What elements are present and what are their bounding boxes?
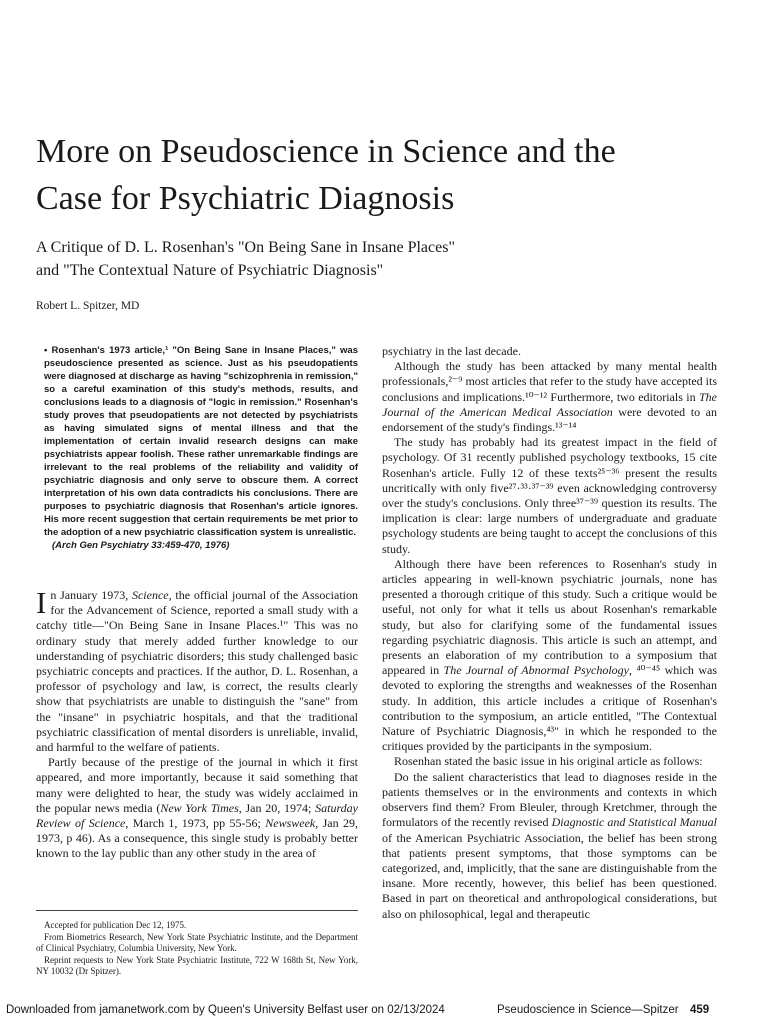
text-run: Although there have been references to Rosenhan's study in articles appearing in well-known psychiatric journals, none has presented a thorough critique of this study. Such a critique would be useful, not only for what it tells us about Rosenhan's remarkable study, but also for clarifying some of the fundamental issues regarding psychiatric diagnosis. This article is such an attempt, and presents an elaboration of my contribution to a symposium that appeared in: [382, 556, 717, 678]
article-title: [36, 128, 736, 222]
body-paragraph-5: [382, 557, 717, 755]
body-paragraph-continued: psychiatry in the last decade.: [382, 344, 521, 358]
journal-name-science: Science: [131, 588, 169, 602]
text-run: , ⁴⁰⁻⁴⁵ which was devoted to exploring the strengths and weaknesses of the Rosenhan study. In addition, this article includes a critique of Rosenhan's contribution to the symposium, an article entitled, "The Contextual Nature of Psychiatric Diagnosis,⁴³" in which he responded to the critiques provided by the participants in the symposium.: [382, 663, 718, 754]
page-number: 459: [690, 1004, 710, 1016]
text-run: of the American Psychiatric Association, the belief has been strong that patients present symptoms, that those symptoms can be categorized, and, implicitly, that the sane are distinguishable from the insane. More recently, however, this belief has been questioned. Based in part on theoretical and anthropological considerations, but also on philosophical, legal and therapeutic: [382, 830, 717, 921]
footnote-reprint: Reprint requests to New York State Psychiatric Institute, 722 W 168th St, New York, NY 10032 (Dr Spitzer).: [36, 954, 358, 976]
body-paragraph-2: [36, 755, 358, 861]
text-run: were devoted to an endorsement of the study's findings.¹³⁻¹⁴: [382, 404, 717, 435]
block-quote: [382, 770, 717, 922]
body-paragraph-1: [36, 585, 359, 755]
text-run: , March 1, 1973, pp 55-56;: [125, 816, 266, 831]
body-paragraph-4: The study has probably had its greatest impact in the field of psychology. Of 31 recently published psychology textbooks, 15 cite Rosenhan's article. Fully 12 of these texts²⁵⁻³⁶ present the results uncritically with only five²⁷·³³·³⁷⁻³⁹ even acknowledging controversy over the study's conclusions. Only three³⁷⁻³⁹ question its results. The implication is clear: large numbers of undergraduate and graduate psychology students are being taught to accept the conclusions of this study.: [382, 435, 717, 556]
publication-name-newsweek: Newsweek: [265, 816, 316, 831]
text-run: Partly because of the prestige of the journal in which it first appeared, and more importantly, because it said something that many were delighted to hear, the study was widely acclaimed in the popular news media (: [36, 755, 358, 815]
title-line-1: More on Pseudoscience in Science and the: [36, 133, 616, 170]
drop-cap: I: [36, 585, 47, 620]
download-notice: Downloaded from jamanetwork.com by Queen's University Belfast user on 02/13/2024: [6, 1004, 445, 1016]
text-run: , Jan 20, 1974;: [238, 800, 316, 815]
publication-name-saturday-review: Saturday Review of Science: [36, 800, 358, 831]
right-column: [382, 344, 717, 922]
text-run: Although the study has been attacked by many mental health professionals,²⁻⁹ most articles that refer to the study have accepted its conclusions and implications.¹⁰⁻¹² Furthermore, two editorials in: [382, 359, 718, 404]
footnote-affiliation: From Biometrics Research, New York State Psychiatric Institute, and the Department of Clinical Psychiatry, Columbia University, New York.: [36, 931, 358, 953]
left-body-text: [36, 585, 359, 862]
text-run: Do the salient characteristics that lead to diagnoses reside in the patients themselves or in the environments and contexts in which observers find them? From Bleuler, through Kretchmer, through the formulators of the recently revised: [382, 769, 717, 830]
title-line-2: Case for Psychiatric Diagnosis: [36, 180, 455, 217]
journal-name-jama: The Journal of the American Medical Association: [382, 389, 717, 419]
footnote-accepted: Accepted for publication Dec 12, 1975.: [44, 920, 187, 930]
footnotes: [36, 910, 358, 978]
running-head: Pseudoscience in Science—Spitzer: [497, 1004, 679, 1016]
manual-name-dsm: Diagnostic and Statistical Manual: [551, 815, 718, 830]
journal-name-abnormal-psychology: The Journal of Abnormal Psychology: [443, 663, 630, 678]
text-run: , Jan 29, 1973, p 46). As a consequence, this single study is probably better known to the lay public than any other study in the area of: [36, 816, 359, 861]
page-footer: [0, 1000, 768, 1022]
left-column: [36, 344, 358, 862]
author-byline: Robert L. Spitzer, MD: [36, 300, 140, 312]
subtitle-line-2: and "The Contextual Nature of Psychiatric Diagnosis": [36, 262, 384, 279]
abstract: • Rosenhan's 1973 article,¹ "On Being Sane in Insane Places," was pseudoscience presented as science. Just as his pseudopatients were diagnosed at discharge as having "schizophrenia in remission," so a careful examination of this study's methods, results, and conclusions leads to a diagnosis of "logic in remission." Rosenhan's study proves that pseudopatients are not detected by psychiatrists as having simulated signs of mental illness and that the implementation of certain invalid research designs can make psychiatrists appear foolish. These rather unremarkable findings are irrelevant to the real problems of the reliability and validity of psychiatric diagnosis and only serve to obscure them. A correct interpretation of his own data contradicts his conclusions. There are purposes to psychiatric diagnosis that Rosenhan's article ignores. His more recent suggestion that certain requirements be met prior to the adoption of a new psychiatric classification system is unrealistic.: [44, 345, 358, 538]
body-paragraph-6: Rosenhan stated the basic issue in his original article as follows:: [394, 754, 703, 769]
text-run: , the official journal of the Association for the Advancement of Science, reported a small study with a catchy title—"On Being Sane in Insane Places.¹" This was no ordinary study that merely added further knowledge to our understanding of psychiatric disorders; this study challenged basic psychiatric concepts and practices. If the author, D. L. Rosenhan, a professor of psychology and law, is correct, the results clearly show that psychiatrists are unable to distinguish the "sane" from the "insane" in psychiatric hospitals, and that the traditional psychiatric classification of mental disorders is unreliable, invalid, and harmful to the welfare of patients.: [36, 588, 359, 755]
text-run: n January 1973,: [50, 588, 132, 602]
publication-name-nyt: New York Times: [160, 800, 239, 815]
article-subtitle: [36, 236, 716, 282]
subtitle-line-1: A Critique of D. L. Rosenhan's "On Being Sane in Insane Places": [36, 239, 455, 256]
body-paragraph-3: [382, 359, 717, 435]
abstract-citation: (Arch Gen Psychiatry 33:459-470, 1976): [52, 540, 230, 551]
